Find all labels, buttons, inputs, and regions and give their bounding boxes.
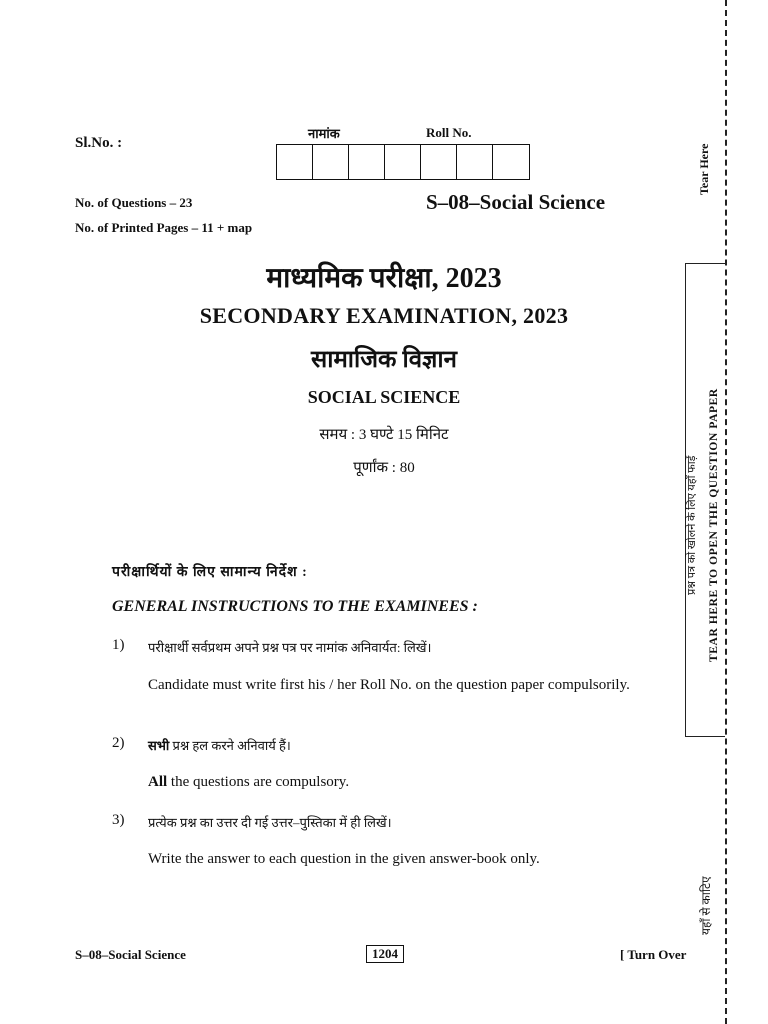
footer-paper-code: 1204 bbox=[366, 945, 404, 963]
instructions-heading-hindi: परीक्षार्थियों के लिए सामान्य निर्देश : bbox=[112, 565, 308, 580]
instruction-number: 2) bbox=[112, 735, 125, 751]
instruction-english: Candidate must write first his / her Roll No. on the question paper compulsorily. bbox=[148, 677, 630, 693]
tear-instruction-hindi: प्रश्न पत्र को खोलने के लिए यहाँ फाड़ें bbox=[686, 455, 698, 595]
turn-over-note: [ Turn Over bbox=[620, 947, 687, 962]
number-of-pages: No. of Printed Pages – 11 + map bbox=[75, 220, 253, 235]
exam-title-english: SECONDARY EXAMINATION, 2023 bbox=[199, 303, 569, 328]
exam-title-hindi: माध्यमिक परीक्षा, 2023 bbox=[266, 263, 502, 294]
serial-number-label: Sl.No. : bbox=[75, 135, 123, 151]
number-of-questions: No. of Questions – 23 bbox=[75, 195, 193, 210]
instruction-hindi: परीक्षार्थी सर्वप्रथम अपने प्रश्न पत्र पर नामांक अनिवार्यत: लिखें। bbox=[148, 640, 432, 655]
roll-number-label: Roll No. bbox=[426, 125, 472, 140]
instruction-english-rest: the questions are compulsory. bbox=[167, 774, 350, 790]
instruction-hindi-emphasis: सभी bbox=[148, 738, 170, 753]
footer-subject-code: S–08–Social Science bbox=[75, 947, 186, 962]
subject-title-english: SOCIAL SCIENCE bbox=[307, 387, 461, 407]
roll-number-label-hindi: नामांक bbox=[308, 126, 340, 141]
subject-code: S–08–Social Science bbox=[426, 190, 606, 214]
tear-here-label: Tear Here bbox=[697, 143, 711, 195]
exam-duration: समय : 3 घण्टे 15 मिनिट bbox=[319, 427, 449, 443]
roll-digit-box[interactable] bbox=[385, 145, 421, 179]
instruction-hindi-rest: प्रश्न हल करने अनिवार्य हैं। bbox=[169, 738, 291, 753]
cut-here-hindi: यहाँ से काटिए bbox=[699, 876, 713, 935]
max-marks: पूर्णांक : 80 bbox=[353, 460, 415, 476]
roll-digit-box[interactable] bbox=[349, 145, 385, 179]
roll-number-boxes[interactable] bbox=[276, 144, 530, 180]
instruction-hindi bbox=[148, 736, 291, 754]
instruction-number: 3) bbox=[112, 812, 125, 828]
instruction-english-emphasis: All bbox=[148, 774, 168, 790]
tear-dashed-line bbox=[725, 0, 727, 1024]
instruction-english: Write the answer to each question in the given answer-book only. bbox=[148, 851, 540, 867]
roll-digit-box[interactable] bbox=[277, 145, 313, 179]
roll-digit-box[interactable] bbox=[421, 145, 457, 179]
instruction-hindi: प्रत्येक प्रश्न का उत्तर दी गई उत्तर–पुस्तिका में ही लिखें। bbox=[148, 815, 392, 830]
subject-title-hindi: सामाजिक विज्ञान bbox=[311, 347, 457, 373]
instruction-english bbox=[148, 772, 645, 793]
roll-digit-box[interactable] bbox=[493, 145, 529, 179]
instruction-number: 1) bbox=[112, 637, 125, 653]
tear-instruction-english: TEAR HERE TO OPEN THE QUESTION PAPER bbox=[708, 388, 720, 662]
instructions-heading-english: GENERAL INSTRUCTIONS TO THE EXAMINEES : bbox=[112, 598, 478, 615]
roll-digit-box[interactable] bbox=[313, 145, 349, 179]
roll-digit-box[interactable] bbox=[457, 145, 493, 179]
